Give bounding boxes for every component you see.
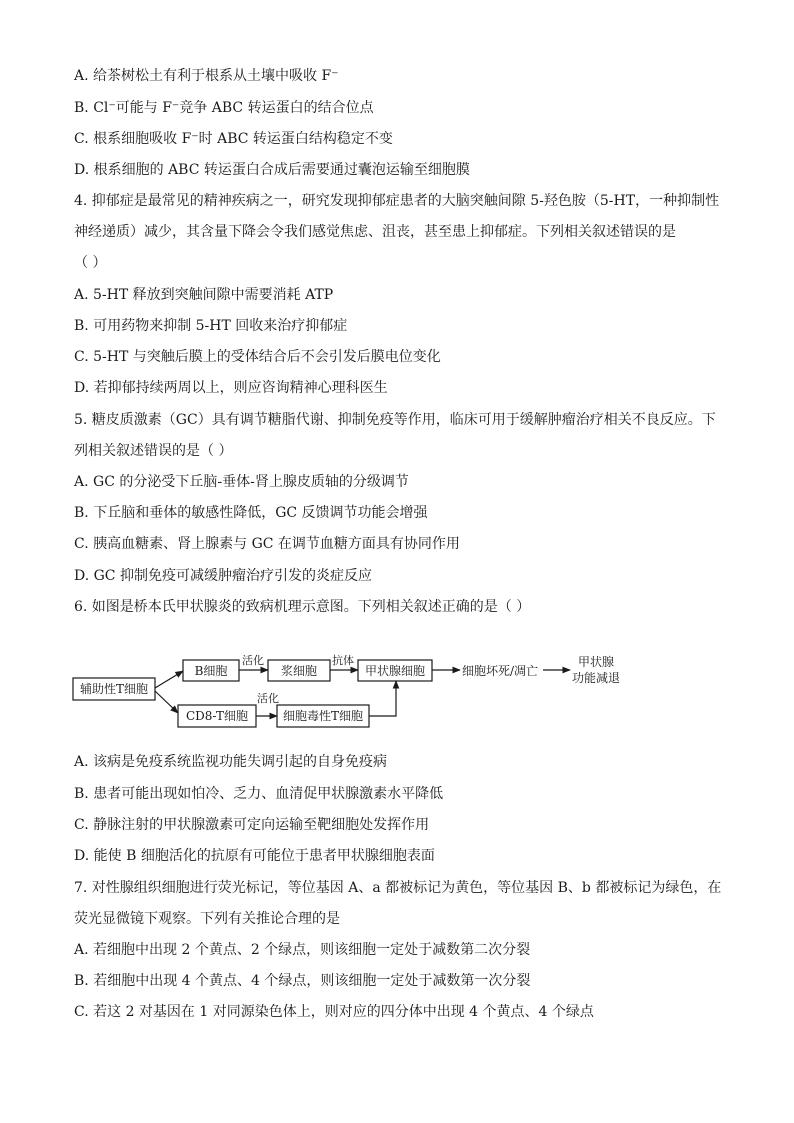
- q4-stem-line2: 神经递质）减少，其含量下降会令我们感觉焦虑、沮丧，甚至患上抑郁症。下列相关叙述错误的是: [74, 224, 676, 240]
- q7-option-c: C. 若这 2 对基因在 1 对同源染色体上，则对应的四分体中出现 4 个黄点、4 个绿点: [74, 1004, 594, 1020]
- pathogenesis-diagram: [0, 640, 794, 740]
- q4-option-d: D. 若抑郁持续两周以上，则应咨询精神心理科医生: [74, 380, 388, 396]
- activation-label-1: 活化: [242, 654, 264, 667]
- q5-option-c: C. 胰高血糖素、肾上腺素与 GC 在调节血糖方面具有协同作用: [74, 536, 460, 552]
- q6-option-c: C. 静脉注射的甲状腺激素可定向运输至靶细胞处发挥作用: [74, 817, 430, 833]
- cytotoxic-t-label: 细胞毒性T细胞: [282, 709, 364, 723]
- q6-option-a: A. 该病是免疫系统监视功能失调引起的自身免疫病: [74, 754, 388, 770]
- q7-option-a: A. 若细胞中出现 2 个黄点、2 个绿点，则该细胞一定处于减数第二次分裂: [74, 942, 531, 958]
- result-line1: 甲状腺: [577, 655, 615, 669]
- q3-option-c: C. 根系细胞吸收 F⁻时 ABC 转运蛋白结构稳定不变: [74, 131, 393, 147]
- q5-option-a: A. GC 的分泌受下丘脑-垂体-肾上腺皮质轴的分级调节: [74, 474, 409, 490]
- q4-stem-line3: （ ）: [74, 255, 107, 271]
- plasma-cell-label: 浆细胞: [280, 664, 318, 678]
- q5-option-b: B. 下丘脑和垂体的敏感性降低，GC 反馈调节功能会增强: [74, 505, 428, 521]
- q4-option-a: A. 5-HT 释放到突触间隙中需要消耗 ATP: [74, 287, 334, 303]
- q4-option-c: C. 5-HT 与突触后膜上的受体结合后不会引发后膜电位变化: [74, 349, 441, 365]
- q5-stem-line1: 5. 糖皮质激素（GC）具有调节糖脂代谢、抑制免疫等作用，临床可用于缓解肿瘤治疗相关不良反应。下: [74, 412, 716, 428]
- q7-option-b: B. 若细胞中出现 4 个黄点、4 个绿点，则该细胞一定处于减数第一次分裂: [74, 973, 531, 989]
- q7-stem-line1: 7. 对性腺组织细胞进行荧光标记，等位基因 A、a 都被标记为黄色，等位基因 B、b 都被标记为绿色，在: [74, 880, 722, 896]
- q4-stem-line1: 4. 抑郁症是最常见的精神疾病之一，研究发现抑郁症患者的大脑突触间隙 5-羟色胺（5-HT，一种抑制性: [74, 193, 720, 209]
- cd8-t-label: CD8-T细胞: [185, 709, 249, 723]
- q6-stem: 6. 如图是桥本氏甲状腺炎的致病机理示意图。下列相关叙述正确的是（ ）: [74, 599, 531, 615]
- q3-option-b: B. Cl⁻可能与 F⁻竞争 ABC 转运蛋白的结合位点: [74, 100, 374, 116]
- antibody-label: 抗体: [332, 654, 354, 667]
- activation-label-2: 活化: [257, 692, 279, 705]
- helper-t-label: 辅助性T细胞: [79, 682, 149, 696]
- q4-option-b: B. 可用药物来抑制 5-HT 回收来治疗抑郁症: [74, 318, 348, 334]
- q6-option-b: B. 患者可能出现如怕冷、乏力、血清促甲状腺激素水平降低: [74, 786, 444, 802]
- b-cell-label: B细胞: [194, 664, 228, 678]
- result-line2: 功能减退: [571, 671, 621, 685]
- q3-option-d: D. 根系细胞的 ABC 转运蛋白合成后需要通过囊泡运输至细胞膜: [74, 162, 470, 178]
- q5-stem-line2: 列相关叙述错误的是（ ）: [74, 443, 233, 459]
- q5-option-d: D. GC 抑制免疫可减缓肿瘤治疗引发的炎症反应: [74, 568, 372, 584]
- q3-option-a: A. 给茶树松土有利于根系从土壤中吸收 F⁻: [74, 68, 339, 84]
- q6-option-d: D. 能使 B 细胞活化的抗原有可能位于患者甲状腺细胞表面: [74, 848, 435, 864]
- q7-stem-line2: 荧光显微镜下观察。下列有关推论合理的是: [74, 911, 340, 927]
- necrosis-label: 细胞坏死/凋亡: [462, 664, 539, 678]
- thyroid-cell-label: 甲状腺细胞: [364, 664, 426, 678]
